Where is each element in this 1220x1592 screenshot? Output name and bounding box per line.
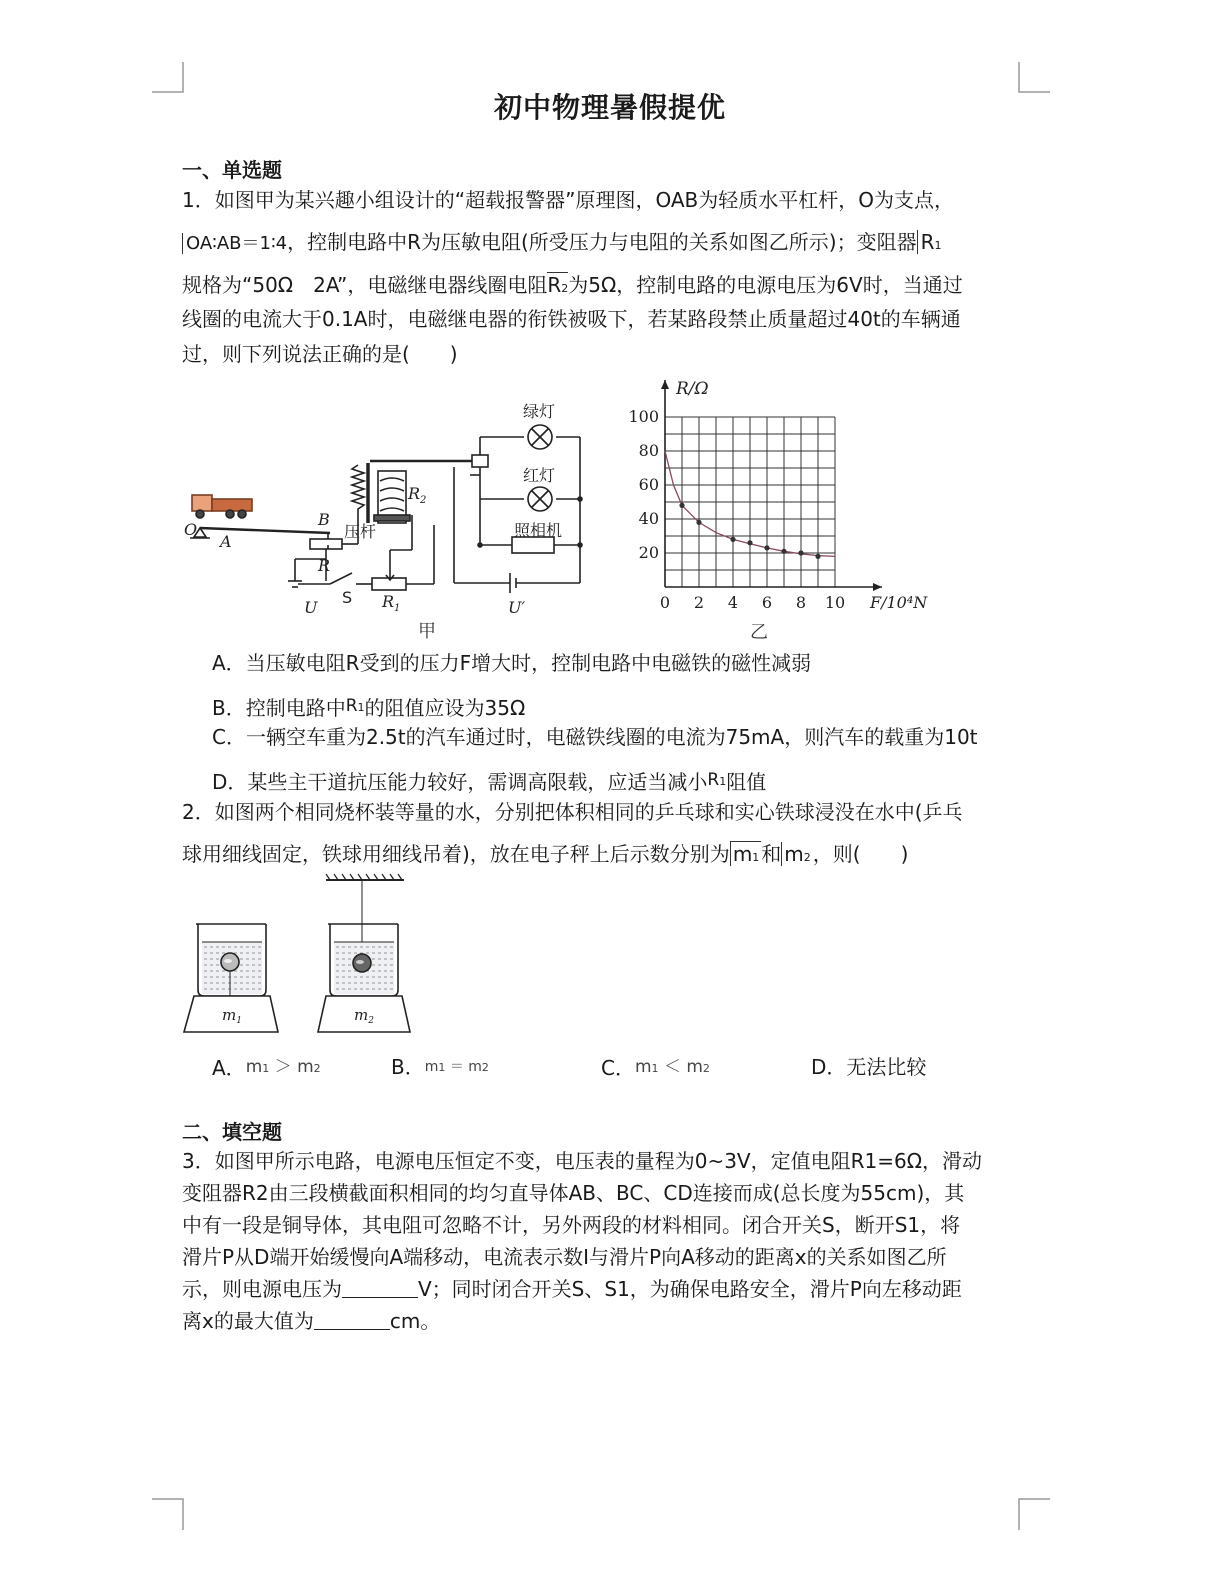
x-tick-label: 6 bbox=[761, 593, 773, 612]
label-R: R bbox=[318, 556, 331, 575]
label-m1: $m_1$ bbox=[222, 1006, 242, 1026]
q2-line-1: 2．如图两个相同烧杯装等量的水，分别把体积相同的乒乓球和实心铁球浸没在水中(乒乓 bbox=[182, 800, 963, 824]
q3-line-5: 示，则电源电压为 V；同时闭合开关S、S1，为确保电路安全，滑片P向左移动距 bbox=[182, 1277, 962, 1301]
data-point bbox=[764, 545, 769, 550]
data-point bbox=[815, 554, 820, 559]
y-tick-label: 60 bbox=[638, 475, 659, 494]
x-axis-arrow bbox=[873, 583, 882, 591]
y-tick-label: 20 bbox=[638, 543, 659, 562]
q3-blank-distance[interactable] bbox=[314, 1309, 390, 1330]
q1-line-3: 规格为“50Ω 2A”，电磁继电器线圈电阻R2为5Ω，控制电路的电源电压为6V时，当通过 bbox=[182, 273, 963, 297]
q1-r1-symbol: R1 bbox=[917, 230, 942, 254]
y-tick-label: 40 bbox=[638, 509, 659, 528]
q1-option-b[interactable]: B．控制电路中$^{R1}$的阻值应设为35Ω bbox=[212, 696, 526, 720]
q1-r2-symbol: R2 bbox=[547, 273, 569, 297]
label-O: O bbox=[184, 520, 198, 539]
x-tick-label: 0 bbox=[659, 593, 671, 612]
corner-mark-bottom-right bbox=[1016, 1496, 1052, 1532]
label-camera: 照相机 bbox=[514, 521, 563, 540]
q1-line-2-text: ，控制电路中R为压敏电阻(所受压力与电阻的关系如图乙所示)；变阻器 bbox=[287, 230, 917, 254]
caption-jia: 甲 bbox=[418, 621, 436, 642]
q2-line-2: 球用细线固定，铁球用细线吊着)，放在电子秤上后示数分别为 m1 和 m2 ，则( ) bbox=[182, 842, 909, 866]
label-U-prime: U′ bbox=[508, 598, 526, 617]
label-U: U bbox=[304, 598, 318, 617]
q3-line-6: 离x的最大值为 cm。 bbox=[182, 1309, 441, 1333]
q3-line-2: 变阻器R2由三段横截面积相同的均匀直导体AB、BC、CD连接而成(总长度为55cm)，其 bbox=[182, 1181, 965, 1205]
q1-line-5: 过，则下列说法正确的是( ) bbox=[182, 342, 458, 366]
q3-line-1: 3．如图甲所示电路，电源电压恒定不变，电压表的量程为0~3V，定值电阻R1=6Ω，滑动 bbox=[182, 1149, 982, 1173]
caption-yi: 乙 bbox=[750, 622, 768, 643]
q1-line-2 bbox=[182, 225, 1022, 263]
q1-line-1: 1．如图甲为某兴趣小组设计的“超载报警器”原理图，OAB为轻质水平杠杆，O为支点， bbox=[182, 188, 954, 212]
q2-option-b[interactable]: B．m1 ＝ m2 bbox=[391, 1055, 489, 1079]
q1-option-a[interactable]: A．当压敏电阻R受到的压力F增大时，控制电路中电磁铁的磁性减弱 bbox=[212, 651, 812, 675]
q2-option-c-formula: m1 ＜ m2 bbox=[634, 1057, 710, 1077]
label-S: S bbox=[342, 588, 353, 607]
x-tick-label: 4 bbox=[727, 593, 739, 612]
label-m2: $m_2$ bbox=[354, 1006, 374, 1026]
data-point bbox=[781, 549, 786, 554]
q2-m1-symbol: m1 bbox=[730, 841, 761, 866]
corner-mark-bottom-left bbox=[150, 1496, 186, 1532]
q2-option-d[interactable]: D．无法比较 bbox=[811, 1055, 927, 1079]
q2-option-c[interactable]: C．m1 ＜ m2 bbox=[601, 1056, 710, 1080]
x-tick-label: 8 bbox=[795, 593, 807, 612]
truck-icon bbox=[192, 495, 252, 518]
y-tick-label: 80 bbox=[638, 441, 659, 460]
chart-grid bbox=[665, 417, 835, 587]
label-B: B bbox=[318, 510, 330, 529]
y-axis-arrow bbox=[661, 380, 669, 389]
section-single-choice: 一、单选题 bbox=[182, 158, 282, 182]
label-A: A bbox=[220, 532, 232, 551]
q3-blank-voltage[interactable] bbox=[342, 1277, 418, 1298]
label-red-lamp: 红灯 bbox=[523, 466, 556, 485]
y-tick-label: 100 bbox=[628, 407, 659, 426]
q1-option-b-r1: R1 bbox=[345, 696, 365, 716]
x-tick-label: 2 bbox=[693, 593, 705, 612]
q3-line-4: 滑片P从D端开始缓慢向A端移动，电流表示数I与滑片P向A移动的距离x的关系如图乙所 bbox=[182, 1245, 947, 1269]
q2-m2-symbol: m2 bbox=[781, 842, 812, 866]
label-green-lamp: 绿灯 bbox=[523, 402, 556, 421]
q2-option-a[interactable]: A．m1 ＞ m2 bbox=[212, 1056, 321, 1080]
q3-line-3: 中有一段是铜导体，其电阻可忽略不计，另外两段的材料相同。闭合开关S，断开S1，将 bbox=[182, 1213, 961, 1237]
q2-option-b-formula: m1 ＝ m2 bbox=[424, 1059, 489, 1075]
data-point bbox=[747, 540, 752, 545]
q1-option-d-r1: R1 bbox=[707, 770, 727, 790]
data-point bbox=[696, 520, 701, 525]
q1-figure-jia-circuit bbox=[180, 395, 600, 645]
x-tick-label: 10 bbox=[824, 593, 846, 612]
chart-ticks bbox=[628, 407, 845, 612]
chart-x-axis-label: F/10⁴N bbox=[870, 593, 928, 612]
q2-figure-beakers bbox=[180, 872, 420, 1042]
q1-figure-yi-chart bbox=[620, 372, 940, 647]
data-point bbox=[679, 503, 684, 508]
q1-ratio-formula: OA∶AB＝1∶4 bbox=[182, 233, 287, 254]
section-fill-blank: 二、填空题 bbox=[182, 1120, 282, 1144]
data-point bbox=[798, 550, 803, 555]
q1-line-4: 线圈的电流大于0.1A时，电磁继电器的衔铁被吸下，若某路段禁止质量超过40t的车辆通 bbox=[182, 307, 961, 331]
chart-y-axis-label: R/Ω bbox=[676, 379, 709, 399]
label-R1: $R_1$ bbox=[382, 592, 401, 614]
q1-option-d[interactable]: D．某些主干道抗压能力较好，需调高限载，应适当减小$^{R1}$阻值 bbox=[212, 770, 767, 794]
label-R2: $R_2$ bbox=[408, 484, 427, 506]
q1-option-c[interactable]: C．一辆空车重为2.5t的汽车通过时，电磁铁线圈的电流为75mA，则汽车的载重为10t bbox=[212, 725, 978, 749]
data-point bbox=[730, 537, 735, 542]
page-title: 初中物理暑假提优 bbox=[493, 91, 726, 124]
q2-option-a-formula: m1 ＞ m2 bbox=[245, 1057, 321, 1077]
label-press-rod: 压杆 bbox=[344, 522, 377, 541]
